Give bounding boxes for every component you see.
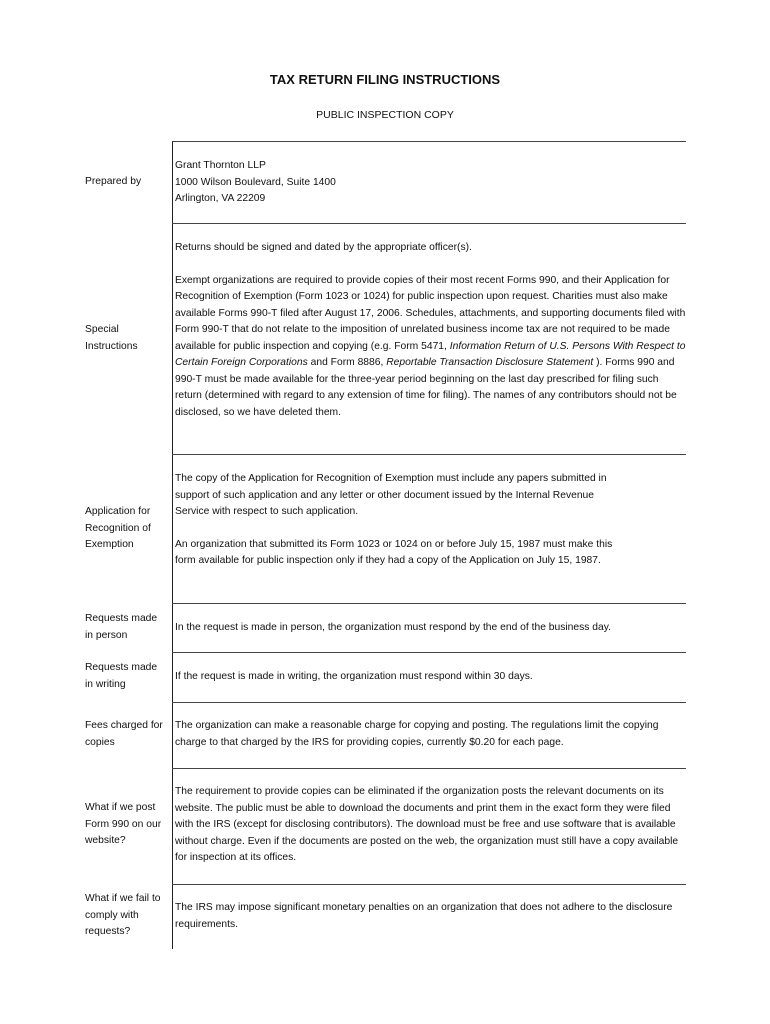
row-separator [172, 702, 686, 703]
preparer-city: Arlington, VA 22209 [175, 193, 266, 204]
website-label [85, 800, 171, 850]
label-line: Fees charged for [85, 720, 163, 731]
fees-label [85, 718, 171, 751]
in-person-label [85, 611, 171, 644]
label-line: Form 990 on our [85, 818, 162, 830]
document-title: TAX RETURN FILING INSTRUCTIONS [269, 72, 501, 87]
label-line: Requests made [85, 662, 158, 673]
in-writing-content: If the request is made in writing, the organization must respond within 30 days. [175, 671, 533, 682]
application-paragraph: An organization that submitted its Form 1023 or 1024 on or before July 15, 1987 must make this form available for public inspection only if they had a copy of the Application on July 15, 1987. [175, 538, 613, 566]
label-line: comply with [85, 909, 139, 921]
row-separator [172, 141, 686, 142]
document-subtitle: PUBLIC INSPECTION COPY [316, 109, 454, 121]
exempt-organizations-paragraph [175, 273, 687, 422]
label-line: What if we post [85, 802, 156, 813]
form-8886-title: Reportable Transaction Disclosure Statement [386, 357, 594, 368]
prepared-by-address [175, 158, 687, 208]
row-separator [172, 603, 686, 604]
label-line: requests? [85, 926, 131, 937]
application-label [85, 504, 171, 554]
signing-note: Returns should be signed and dated by the appropriate officer(s). [175, 242, 472, 253]
label-line: in writing [85, 678, 126, 690]
special-instructions-content [175, 240, 687, 421]
label-line: Special [85, 324, 119, 335]
preparer-street: 1000 Wilson Boulevard, Suite 1400 [175, 176, 336, 188]
in-person-content: In the request is made in person, the organization must respond by the end of the business day. [175, 622, 611, 633]
label-line: Recognition of [85, 522, 151, 534]
label-line: Application for [85, 506, 151, 517]
fees-content: The organization can make a reasonable charge for copying and posting. The regulations limit the copying charge to that charged by the IRS for providing copies, currently $0.20 for each page. [175, 720, 659, 748]
form-5471-title: Information Return of U.S. Persons With Respect to Certain Foreign Corporations [175, 340, 686, 368]
row-separator [172, 652, 686, 653]
preparer-name: Grant Thornton LLP [175, 160, 266, 171]
application-paragraph: The copy of the Application for Recognition of Exemption must include any papers submitted in support of such application and any letter or other document issued by the Internal Revenue Service with respect to such application. [175, 473, 607, 517]
row-separator [172, 454, 686, 455]
fail-to-comply-content: The IRS may impose significant monetary penalties on an organization that does not adhere to the disclosure requirements. [175, 902, 673, 930]
label-line: website? [85, 835, 126, 846]
column-divider [172, 141, 173, 949]
row-separator [172, 884, 686, 885]
website-content: The requirement to provide copies can be eliminated if the organization posts the relevant documents on its website. The public must be able to download the documents and print them in the exact form they were filed with the IRS (except for disclosing contributors). The download must be free and use software that is available without charge. Even if the documents are posted on the web, the organization must still have a copy available for inspection at its offices. [175, 786, 679, 863]
text-run: and Form 8886, [307, 357, 387, 368]
label-line: Instructions [85, 340, 138, 352]
label-line: Requests made [85, 613, 158, 624]
prepared-by-label: Prepared by [85, 176, 142, 187]
special-instructions-label [85, 322, 171, 355]
application-content [175, 471, 625, 570]
row-separator [172, 223, 686, 224]
label-line: What if we fail to [85, 893, 161, 904]
in-writing-label [85, 660, 171, 693]
fail-to-comply-label [85, 891, 171, 941]
text-run: Exempt organizations are required to provide copies of their most recent Forms 990, and their Application for Recognition of Exemption (Form 1023 or 1024) for public inspection upon request. Charities must also make available Forms 990-T filed after August 17, 2006. Schedules, attachments, and supporting documents filed with Form 990-T that do not relate to the imposition of unrelated business income tax are not required to be made available for public inspection and copying (e.g. Form 5471, [175, 274, 686, 352]
label-line: in person [85, 629, 128, 641]
label-line: copies [85, 736, 115, 748]
label-line: Exemption [85, 539, 134, 550]
text-run: ). Forms 990 and 990-T must be made available for the three-year period beginning on the last day prescribed for filing such return (determined with regard to any extension of time for filing). The names of any contributors should not be disclosed, so we have deleted them. [175, 357, 677, 418]
row-separator [172, 768, 686, 769]
